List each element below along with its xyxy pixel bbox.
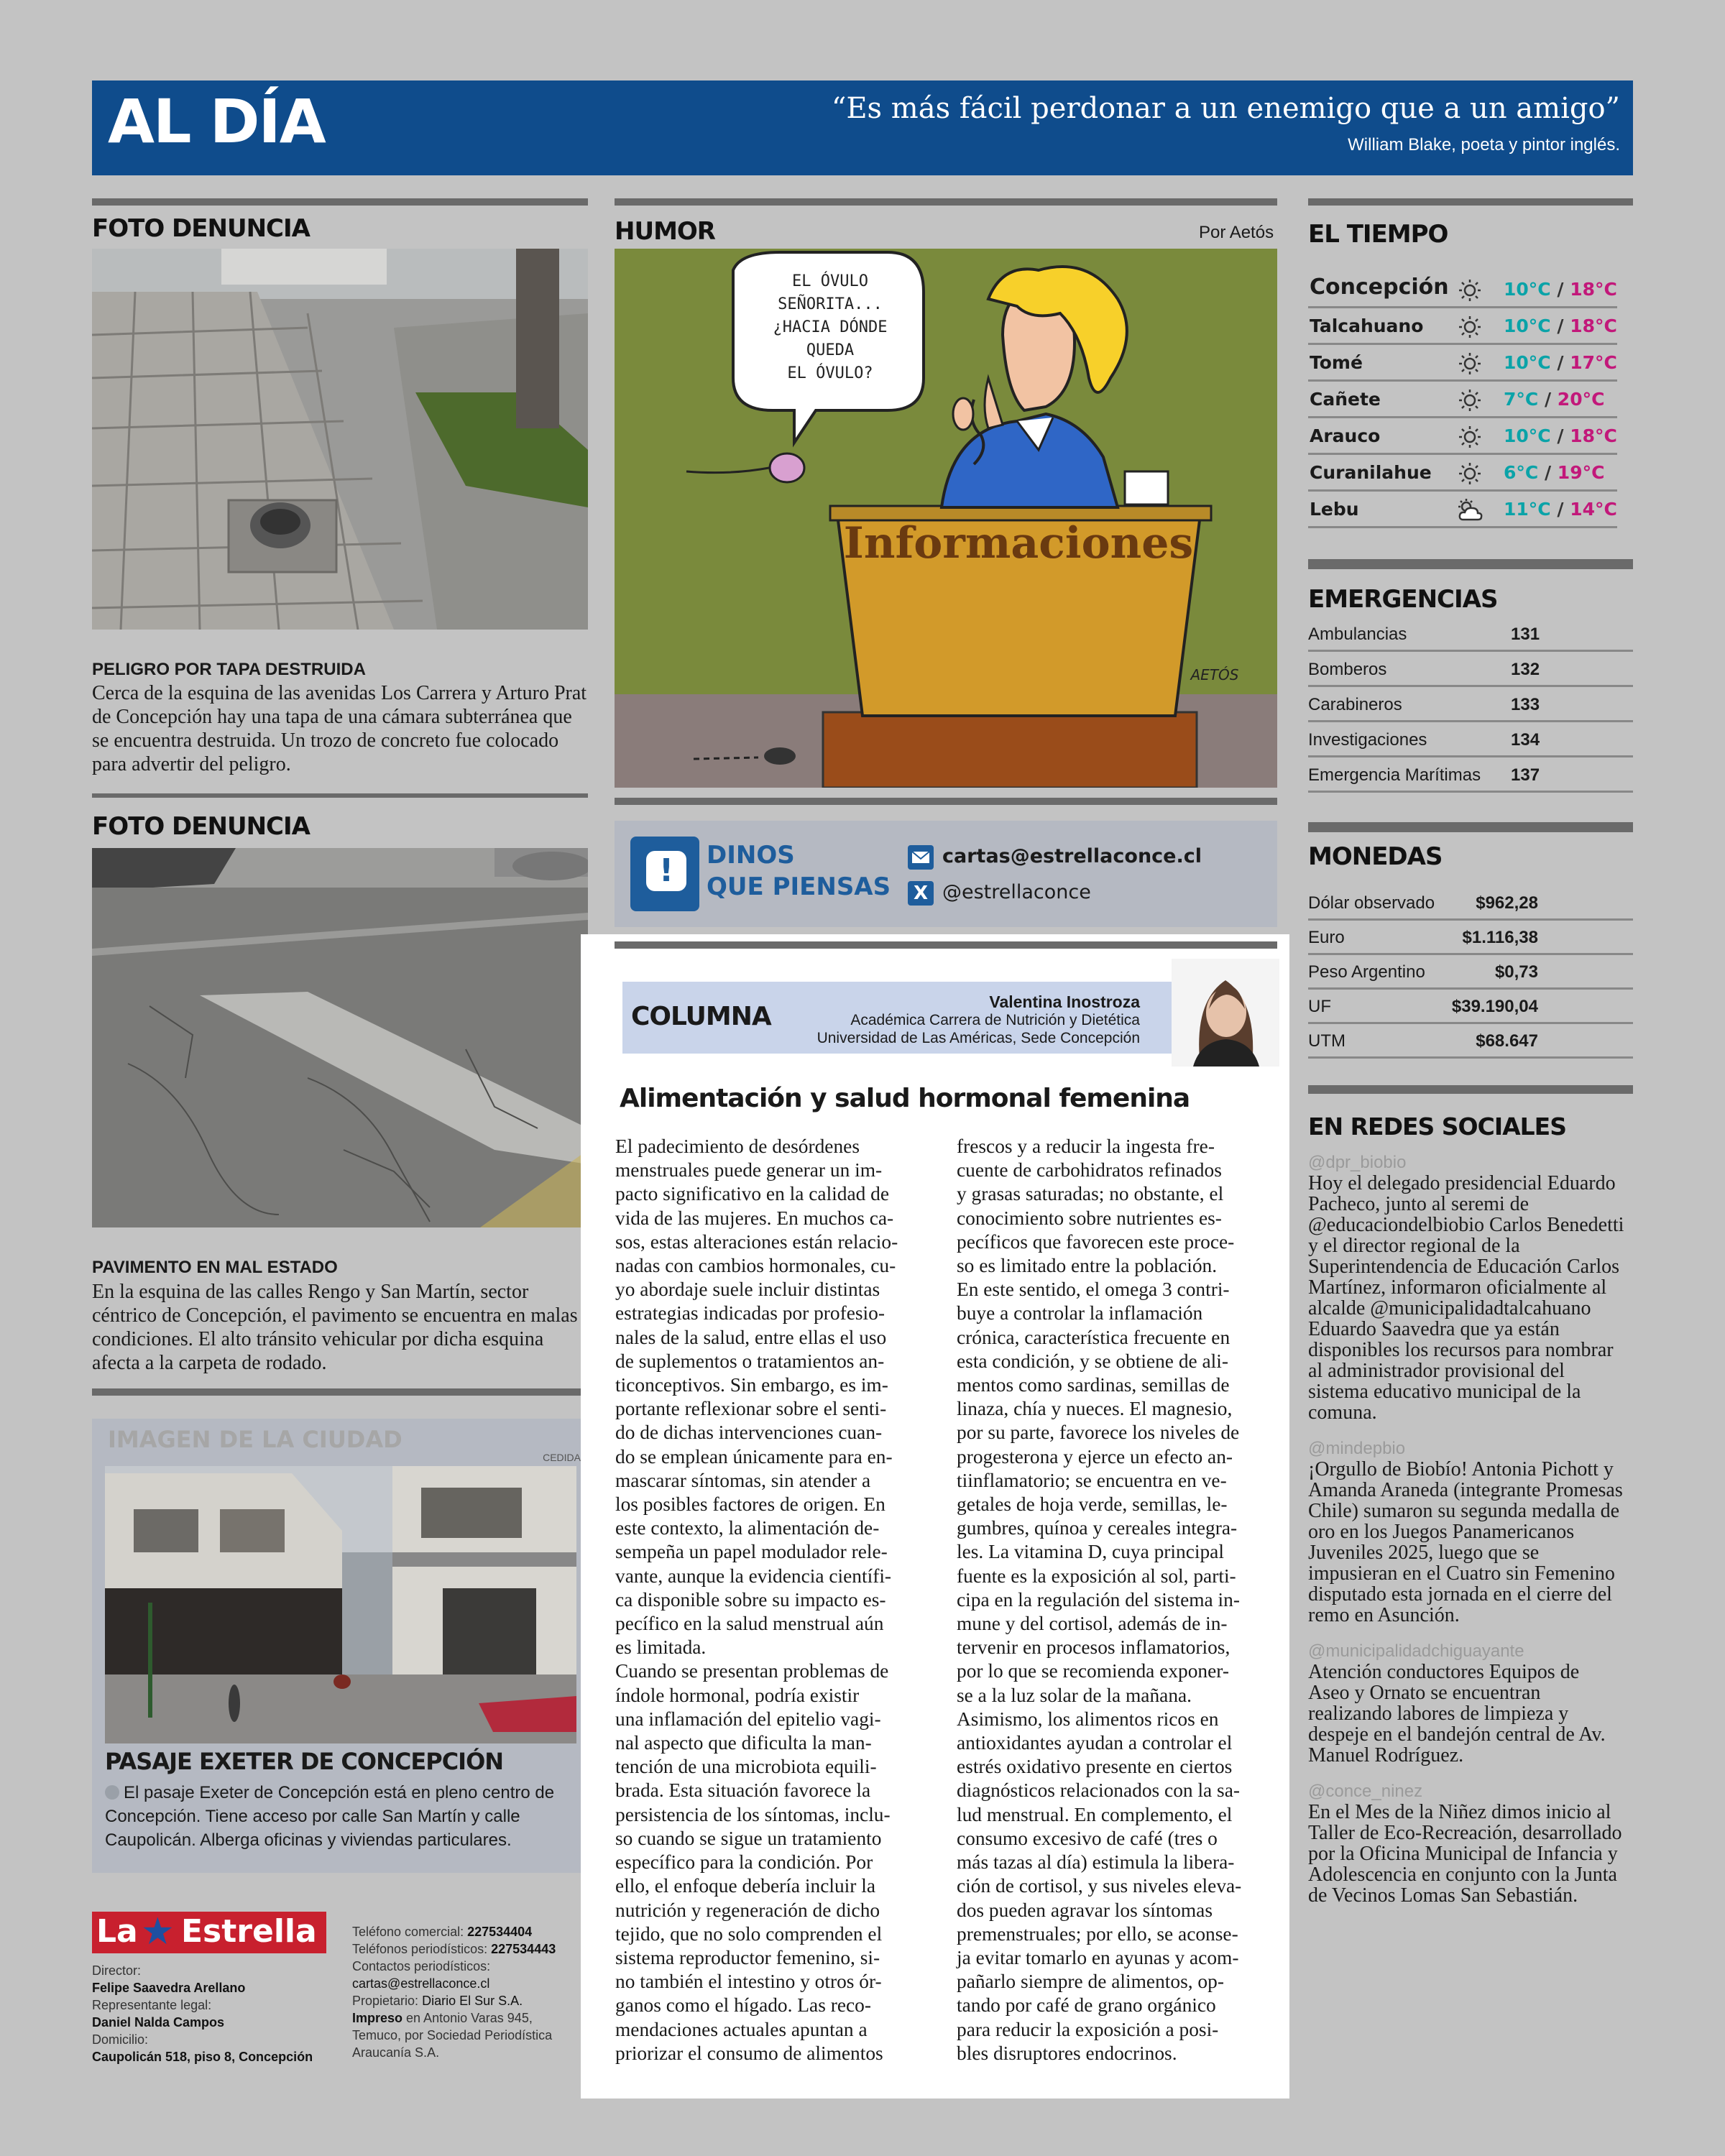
foto1-section-title: FOTO DENUNCIA <box>92 214 310 243</box>
commercial-phone: 227534404 <box>467 1925 533 1939</box>
currency-name: Euro <box>1308 928 1345 947</box>
desk-sign: Informaciones <box>843 518 1194 568</box>
weather-row <box>1308 382 1617 418</box>
column-article <box>581 934 1289 2099</box>
photo-credit: CEDIDA <box>543 1452 581 1463</box>
dinos-line1: DINOS <box>707 841 795 870</box>
weather-row <box>1308 455 1617 492</box>
emergency-row <box>1308 652 1633 687</box>
section-divider <box>615 798 1277 805</box>
foto2-caption-body: En la esquina de las calles Rengo y San Martín, sector céntrico de Concepción, el pavimento se encuentra en malas condiciones. El alto tránsito vehicular por dicha esquina afecta a la carpeta de rodado. <box>92 1281 578 1374</box>
column-author-role: Académica Carrera de Nutrición y Dietética <box>850 1012 1140 1028</box>
section-divider <box>1308 1085 1633 1094</box>
section-divider <box>1308 198 1633 206</box>
temp-max: 18°C <box>1570 315 1617 336</box>
foto2-section-title: FOTO DENUNCIA <box>92 812 310 841</box>
currency-row <box>1308 954 1633 990</box>
foto1-caption-body: Cerca de la esquina de las avenidas Los Carrera y Arturo Prat de Concepción hay una tapa de una cámara subterránea que se encuentra destruida. Un trozo de concreto fue colocado para advertir del peligro. <box>92 682 587 775</box>
emergency-service: Bomberos <box>1308 660 1387 679</box>
footer-label: Teléfonos periodísticos: <box>352 1942 488 1956</box>
emergency-service: Investigaciones <box>1308 730 1427 750</box>
social-post <box>1308 1153 1624 1423</box>
sun-icon <box>1456 425 1484 449</box>
page-header <box>92 80 1633 175</box>
temp-min: 10°C <box>1504 315 1551 336</box>
column-text-col2: frescos y a reducir la ingesta fre- cuente de carbohidratos refinados y grasas saturadas; no obstante, el conocimiento sobre nutrientes es- pecíficos que favorecen este proce- so es limitado entre la población. En este sentido, el omega 3 contri- buye a controlar la inflamación crónica, característica frecuente en esta condición, y se obtiene de ali- mentos como sardinas, semillas de linaza, chía y nueces. El magnesio, por su parte, favorece los niveles de progesterona y ejerce un efecto an- tiinflamatorio; se encuentra en ve- getales de hoja verde, semillas, le- gumbres, quínoa y cereales integra- les. La vitamina D, cuya principal fuente es la exposición al sol, parti- cipa en la regulación del sistema in- mune y del cortisol, además de in- tervenir en procesos inflamatorios, por lo que se recomienda exponer- se a la luz solar de la mañana. Asimismo, los alimentos ricos en antioxidantes ayudan a controlar el estrés oxidativo presente en ciertos diagnósticos relacionados con la sa- lud menstrual. En complemento, el consumo excesivo de café (tres o más tazas al día) estimula la libera- ción de cortisol, y sus niveles eleva- dos pueden agravar los síntomas premenstruales; por ello, se aconse- ja evitar tomarlo en ayunas y acom- pañarlo siempre de alimentos, op- tando por café de grano orgánico para reducir la exposición a posi- bles disruptores endocrinos. <box>957 1135 1242 2064</box>
bubble-line: EL ÓVULO? <box>787 364 873 382</box>
footer-director: Felipe Saavedra Arellano <box>92 1981 246 1995</box>
emergency-number: 137 <box>1511 765 1540 785</box>
currency-name: UF <box>1308 997 1331 1016</box>
section-divider <box>1308 822 1633 832</box>
footer-label: Impreso <box>352 2011 403 2025</box>
temp-max: 20°C <box>1557 389 1605 410</box>
bullet-icon <box>105 1785 119 1800</box>
weather-row <box>1308 492 1617 528</box>
social-handle[interactable]: @municipalidadchiguayante <box>1308 1641 1524 1661</box>
imagen-photo <box>105 1466 576 1743</box>
weather-row <box>1308 345 1617 382</box>
currency-name: Dólar observado <box>1308 893 1435 913</box>
weather-temp: 6°C / 19°C <box>1504 462 1605 483</box>
currency-row <box>1308 1023 1633 1059</box>
section-divider <box>92 198 588 206</box>
emergency-row <box>1308 687 1633 722</box>
footer-credits <box>92 1962 313 2065</box>
section-title: AL DÍA <box>108 86 325 157</box>
section-divider <box>615 198 1277 206</box>
contact-email[interactable]: cartas@estrellaconce.cl <box>352 1976 490 1991</box>
column-author-affiliation: Universidad de Las Américas, Sede Concepción <box>816 1030 1140 1046</box>
temp-max: 18°C <box>1570 425 1617 446</box>
imagen-box <box>92 1419 588 1873</box>
emergency-number: 133 <box>1511 695 1540 714</box>
weather-city: Tomé <box>1310 352 1363 373</box>
weather-section-title: EL TIEMPO <box>1308 220 1448 249</box>
quote-author: William Blake, poeta y pintor inglés. <box>1348 135 1620 155</box>
currency-name: Peso Argentino <box>1308 962 1425 982</box>
currency-value: $1.116,38 <box>1462 928 1538 947</box>
logo-estrella: Estrella <box>181 1913 317 1950</box>
weather-temp: 11°C / 14°C <box>1504 499 1617 520</box>
social-handle[interactable]: @conce_ninez <box>1308 1782 1423 1801</box>
section-divider <box>92 793 588 798</box>
sun-icon <box>1456 278 1484 303</box>
emergencias-section-title: EMERGENCIAS <box>1308 585 1498 614</box>
temp-max: 14°C <box>1570 499 1617 520</box>
bubble-line: ¿HACIA DÓNDE <box>773 318 888 336</box>
section-divider <box>92 1388 588 1396</box>
footer-owner: Diario El Sur S.A. <box>422 1994 523 2008</box>
cartoon-signature: AETÓS <box>1190 666 1239 683</box>
column-label: COLUMNA <box>631 1002 771 1031</box>
weather-city: Concepción <box>1310 275 1449 300</box>
temp-min: 11°C <box>1504 499 1551 520</box>
imagen-caption-title: PASAJE EXETER DE CONCEPCIÓN <box>105 1748 504 1775</box>
foto2-photo <box>92 848 588 1227</box>
temp-min: 10°C <box>1504 279 1551 300</box>
humor-section-title: HUMOR <box>615 217 715 246</box>
currency-value: $962,28 <box>1476 893 1538 913</box>
emergency-service: Ambulancias <box>1308 625 1407 644</box>
footer-print-info: en Antonio Varas 945, <box>402 2011 533 2025</box>
weather-temp: 10°C / 17°C <box>1504 352 1617 373</box>
weather-temp: 10°C / 18°C <box>1504 279 1617 300</box>
imagen-section-title: IMAGEN DE LA CIUDAD <box>108 1426 402 1453</box>
weather-temp: 10°C / 18°C <box>1504 315 1617 336</box>
bubble-line: EL ÓVULO <box>792 272 868 290</box>
weather-temp: 7°C / 20°C <box>1504 389 1605 410</box>
footer-contacts <box>352 1923 556 2061</box>
sun-icon <box>1456 351 1484 376</box>
foto1-photo <box>92 249 588 630</box>
social-handle[interactable]: @dpr_biobio <box>1308 1153 1407 1172</box>
dinos-box <box>615 821 1277 927</box>
dinos-x-handle[interactable]: @estrellaconce <box>942 881 1091 903</box>
social-text: En el Mes de la Niñez dimos inicio al Taller de Eco-Recreación, desarrollado por la Oficina Municipal de Infancia y Adolescencia en conjunto con la Junta de Vecinos Lomas San Sebastián. <box>1308 1801 1622 1907</box>
emergency-number: 132 <box>1511 660 1540 679</box>
footer-print-info: Araucanía S.A. <box>352 2045 440 2060</box>
currency-name: UTM <box>1308 1031 1346 1051</box>
imagen-caption-text: El pasaje Exeter de Concepción está en pleno centro de Concepción. Tiene acceso por calle San Martín y calle Caupolicán. Alberga oficinas y viviendas particulares. <box>105 1783 555 1850</box>
weather-city: Talcahuano <box>1310 315 1424 336</box>
currency-value: $39.190,04 <box>1451 997 1538 1016</box>
bubble-line: SEÑORITA... <box>778 295 883 313</box>
redes-section-title: EN REDES SOCIALES <box>1308 1112 1566 1141</box>
weather-city: Arauco <box>1310 425 1381 446</box>
emergency-row <box>1308 757 1633 793</box>
star-icon: ★ <box>141 1910 175 1953</box>
foto2-caption-title: PAVIMENTO EN MAL ESTADO <box>92 1258 338 1277</box>
humor-cartoon <box>615 249 1277 788</box>
social-handle[interactable]: @mindepbio <box>1308 1439 1406 1458</box>
temp-max: 19°C <box>1557 462 1605 483</box>
sun-icon <box>1456 388 1484 413</box>
emergency-service: Carabineros <box>1308 695 1402 714</box>
social-post <box>1308 1782 1624 1906</box>
bubble-line: QUEDA <box>806 341 855 359</box>
footer-print-info: Temuco, por Sociedad Periodística <box>352 2028 553 2042</box>
emergency-service: Emergencia Marítimas <box>1308 765 1481 785</box>
social-posts <box>1308 1153 1624 1906</box>
social-post <box>1308 1641 1624 1766</box>
weather-city: Lebu <box>1310 499 1359 520</box>
emergency-row <box>1308 722 1633 757</box>
currency-row <box>1308 920 1633 955</box>
author-avatar <box>1172 959 1279 1067</box>
footer-label: Domicilio: <box>92 2032 149 2047</box>
footer-label: Representante legal: <box>92 1998 212 2012</box>
header-quote: “Es más fácil perdonar a un enemigo que a un amigo” <box>831 92 1620 125</box>
currency-row <box>1308 885 1633 921</box>
dinos-email[interactable]: cartas@estrellaconce.cl <box>942 845 1202 867</box>
weather-temp: 10°C / 18°C <box>1504 425 1617 446</box>
comment-icon: ! <box>630 837 699 911</box>
monedas-section-title: MONEDAS <box>1308 842 1443 871</box>
footer-address: Caupolicán 518, piso 8, Concepción <box>92 2050 313 2064</box>
column-author: Valentina Inostroza <box>989 992 1140 1011</box>
temp-min: 6°C <box>1504 462 1539 483</box>
mail-icon <box>908 845 934 870</box>
emergency-number: 131 <box>1511 625 1540 644</box>
weather-row <box>1308 418 1617 455</box>
social-text: Hoy el delegado presidencial Eduardo Pacheco, junto al seremi de @educaciondelbiobio Carlos Benedetti y el director regional de la Superintendencia de Educación Carlos Martínez, informaron oficialmente al alcalde @municipalidadtalcahuano Eduardo Saavedra que ya están disponibles los recursos para nombrar al administrador provisional del sistema educativo municipal de la comuna. <box>1308 1172 1624 1424</box>
section-divider <box>1308 559 1633 569</box>
weather-city: Cañete <box>1310 389 1381 410</box>
column-header <box>622 982 1251 1054</box>
section-divider <box>615 941 1277 949</box>
temp-max: 17°C <box>1570 352 1617 373</box>
weather-row <box>1308 272 1617 308</box>
footer-label: Teléfono comercial: <box>352 1925 464 1939</box>
social-text: Atención conductores Equipos de Aseo y Ornato se encuentran realizando labores de limpieza y despeje en el bandejón central de Av. Manuel Rodríguez. <box>1308 1661 1606 1766</box>
column-headline: Alimentación y salud hormonal femenina <box>620 1084 1190 1113</box>
newspaper-logo <box>92 1912 326 1953</box>
logo-la: La <box>96 1913 138 1950</box>
sun-icon <box>1456 315 1484 339</box>
x-icon: X <box>908 881 934 906</box>
temp-min: 10°C <box>1504 425 1551 446</box>
social-post <box>1308 1439 1624 1626</box>
weather-city: Curanilahue <box>1310 462 1432 483</box>
emergency-row <box>1308 617 1633 652</box>
foto1-caption-title: PELIGRO POR TAPA DESTRUIDA <box>92 660 366 679</box>
newsroom-phone: 227534443 <box>491 1942 556 1956</box>
partly-cloudy-icon <box>1456 498 1484 522</box>
footer-label: Director: <box>92 1963 142 1978</box>
sun-icon <box>1456 461 1484 486</box>
footer-legal-rep: Daniel Nalda Campos <box>92 2015 225 2030</box>
footer-label: Propietario: <box>352 1994 419 2008</box>
imagen-caption-body <box>105 1781 558 1852</box>
social-text: ¡Orgullo de Biobío! Antonia Pichott y Amanda Araneda (integrante Promesas Chile) sumaron su segunda medalla de oro en los Juegos Panamericanos Juveniles 2025, luego que se impusieran en el Cuatro sin Femenino disputado esta jornada en el cierre del remo en Asunción. <box>1308 1458 1623 1626</box>
temp-max: 18°C <box>1570 279 1617 300</box>
currency-row <box>1308 989 1633 1024</box>
humor-byline: Por Aetós <box>1199 223 1274 242</box>
currency-value: $68.647 <box>1476 1031 1538 1051</box>
currency-value: $0,73 <box>1494 962 1538 982</box>
emergency-number: 134 <box>1511 730 1540 750</box>
temp-min: 10°C <box>1504 352 1551 373</box>
dinos-line2: QUE PIENSAS <box>707 872 891 901</box>
weather-row <box>1308 308 1617 345</box>
footer-label: Contactos periodísticos: <box>352 1959 491 1973</box>
column-text-col1: El padecimiento de desórdenes menstruales puede generar un im- pacto significativo en la calidad de vida de las mujeres. En muchos ca- sos, estas alteraciones están relacio- nadas con cambios hormonales, cu- yo abordaje suele incluir distintas estrategias indicadas por profesio- nales de la salud, entre ellas el uso de suplementos o tratamientos an- ticonceptivos. Sin embargo, es im- portante reflexionar sobre el senti- do de dichas intervenciones cuan- do se emplean únicamente para en- mascarar síntomas, sin atender a los posibles factores de origen. En este contexto, la alimentación de- sempeña un papel modulador rele- vante, aunque la evidencia científi- ca disponible sobre su impacto es- pecífico en la salud menstrual aún es limitada. Cuando se presentan problemas de índole hormonal, podría existir una inflamación del epitelio vagi- nal aspecto que dificulta la man- tención de una microbiota equili- brada. Esta situación favorece la persistencia de los síntomas, inclu- so cuando se sigue un tratamiento específico para la condición. Por ello, el enfoque debería incluir la nutrición y regeneración de dicho tejido, que no solo comprenden el sistema reproductor femenino, si- no también el intestino y otros ór- ganos como el hígado. Las reco- mendaciones actuales apuntan a priorizar el consumo de alimentos <box>615 1135 898 2064</box>
temp-min: 7°C <box>1504 389 1539 410</box>
